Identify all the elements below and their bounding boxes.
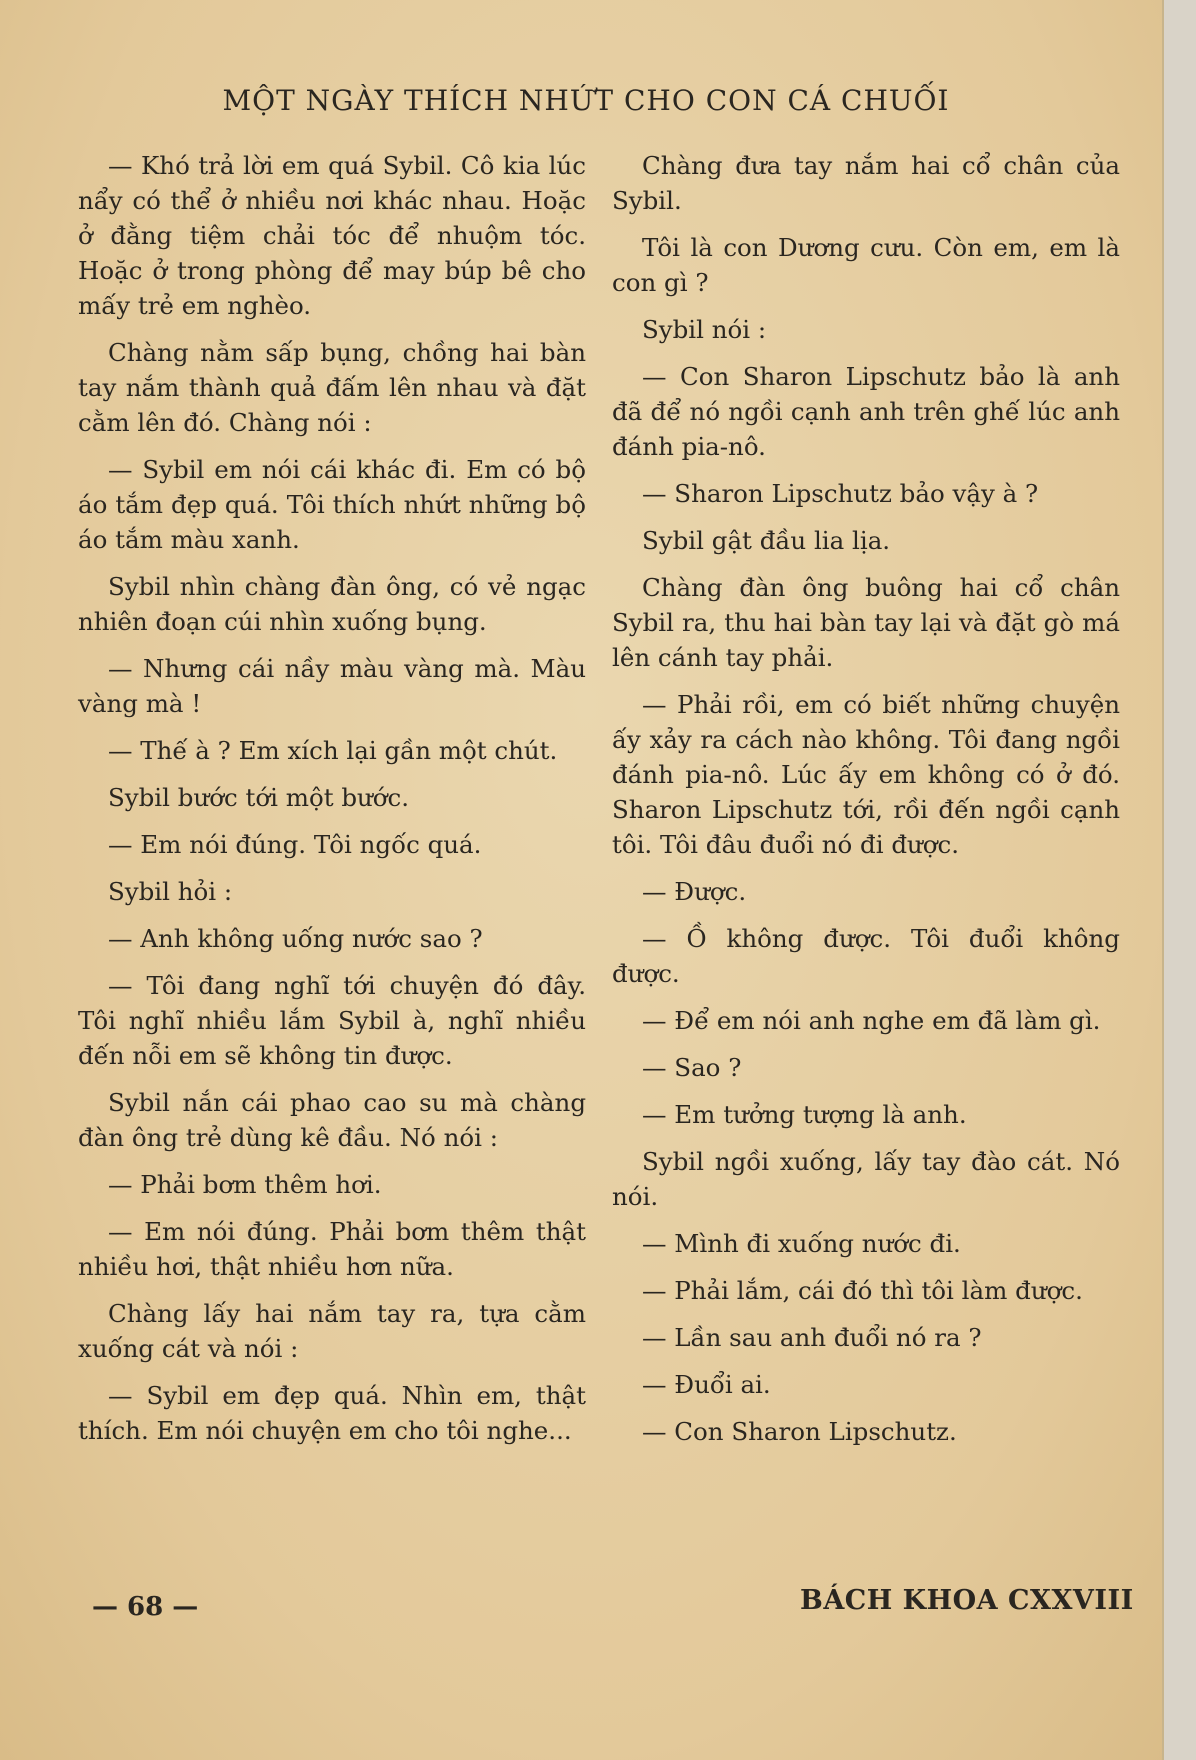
paragraph: — Để em nói anh nghe em đã làm gì. — [642, 1006, 1101, 1035]
paragraph: Sybil bước tới một bước. — [108, 783, 410, 812]
paragraph: — Nhưng cái nầy màu vàng mà. Màu vàng mà ! — [78, 654, 586, 718]
paragraph: Chàng lấy hai nắm tay ra, tựa cằm xuống cát và nói : — [78, 1299, 586, 1363]
paragraph: — Phải bơm thêm hơi. — [108, 1170, 382, 1199]
paragraph: Sybil nắn cái phao cao su mà chàng đàn ông trẻ dùng kê đầu. Nó nói : — [78, 1088, 586, 1152]
right-column — [612, 148, 1120, 1461]
magazine-issue: BÁCH KHOA CXXVIII — [800, 1585, 1134, 1616]
left-column — [78, 148, 586, 1460]
paragraph: — Ồ không được. Tôi đuổi không được. — [612, 924, 1120, 988]
paragraph: — Em tưởng tượng là anh. — [642, 1100, 967, 1129]
paragraph: — Đuổi ai. — [642, 1370, 771, 1399]
paragraph: Tôi là con Dương cưu. Còn em, em là con gì ? — [612, 233, 1120, 297]
paragraph: — Sao ? — [642, 1053, 742, 1082]
paragraph: — Sybil em đẹp quá. Nhìn em, thật thích. Em nói chuyện em cho tôi nghe... — [78, 1381, 586, 1445]
paragraph: — Sharon Lipschutz bảo vậy à ? — [642, 479, 1039, 508]
paragraph: — Mình đi xuống nước đi. — [642, 1229, 961, 1258]
paragraph: — Phải lắm, cái đó thì tôi làm được. — [642, 1276, 1083, 1305]
paragraph: Sybil nhìn chàng đàn ông, có vẻ ngạc nhiên đoạn cúi nhìn xuống bụng. — [78, 572, 586, 636]
paragraph: — Được. — [642, 877, 747, 906]
paragraph: — Con Sharon Lipschutz. — [642, 1417, 957, 1446]
paragraph: — Em nói đúng. Phải bơm thêm thật nhiều hơi, thật nhiều hơn nữa. — [78, 1217, 586, 1281]
paragraph: Sybil ngồi xuống, lấy tay đào cát. Nó nói. — [612, 1147, 1120, 1211]
paragraph: Chàng nằm sấp bụng, chồng hai bàn tay nắm thành quả đấm lên nhau và đặt cằm lên đó. Chàng nói : — [78, 338, 586, 437]
paragraph: Chàng đàn ông buông hai cổ chân Sybil ra, thu hai bàn tay lại và đặt gò má lên cánh tay phải. — [612, 573, 1120, 672]
paragraph: — Em nói đúng. Tôi ngốc quá. — [108, 830, 482, 859]
paragraph: — Con Sharon Lipschutz bảo là anh đã để nó ngồi cạnh anh trên ghế lúc anh đánh pia-nô. — [612, 362, 1120, 461]
paragraph: Sybil hỏi : — [108, 877, 233, 906]
page-number: — 68 — — [92, 1592, 199, 1622]
paragraph: Sybil gật đầu lia lịa. — [642, 526, 891, 555]
paragraph: — Khó trả lời em quá Sybil. Cô kia lúc nẩy có thể ở nhiều nơi khác nhau. Hoặc ở đằng tiệm chải tóc để nhuộm tóc. Hoặc ở trong phòng để may búp bê cho mấy trẻ em nghèo. — [78, 151, 586, 320]
paragraph: — Lần sau anh đuổi nó ra ? — [642, 1323, 982, 1352]
paragraph: Sybil nói : — [642, 315, 767, 344]
paragraph: — Tôi đang nghĩ tới chuyện đó đây. Tôi nghĩ nhiều lắm Sybil à, nghĩ nhiều đến nỗi em sẽ không tin được. — [78, 971, 586, 1070]
paragraph: Chàng đưa tay nắm hai cổ chân của Sybil. — [612, 151, 1120, 215]
paragraph: — Sybil em nói cái khác đi. Em có bộ áo tắm đẹp quá. Tôi thích nhứt những bộ áo tắm màu xanh. — [78, 455, 586, 554]
page-header: MỘT NGÀY THÍCH NHỨT CHO CON CÁ CHUỐI — [222, 84, 950, 117]
page-torn-edge — [1162, 0, 1196, 1760]
paragraph: — Anh không uống nước sao ? — [108, 924, 483, 953]
paragraph: — Thế à ? Em xích lại gần một chút. — [108, 736, 558, 765]
paragraph: — Phải rồi, em có biết những chuyện ấy xảy ra cách nào không. Tôi đang ngồi đánh pia-nô. Lúc ấy em không có ở đó. Sharon Lipschutz tới, rồi đến ngồi cạnh tôi. Tôi đâu đuổi nó đi được. — [612, 690, 1120, 859]
